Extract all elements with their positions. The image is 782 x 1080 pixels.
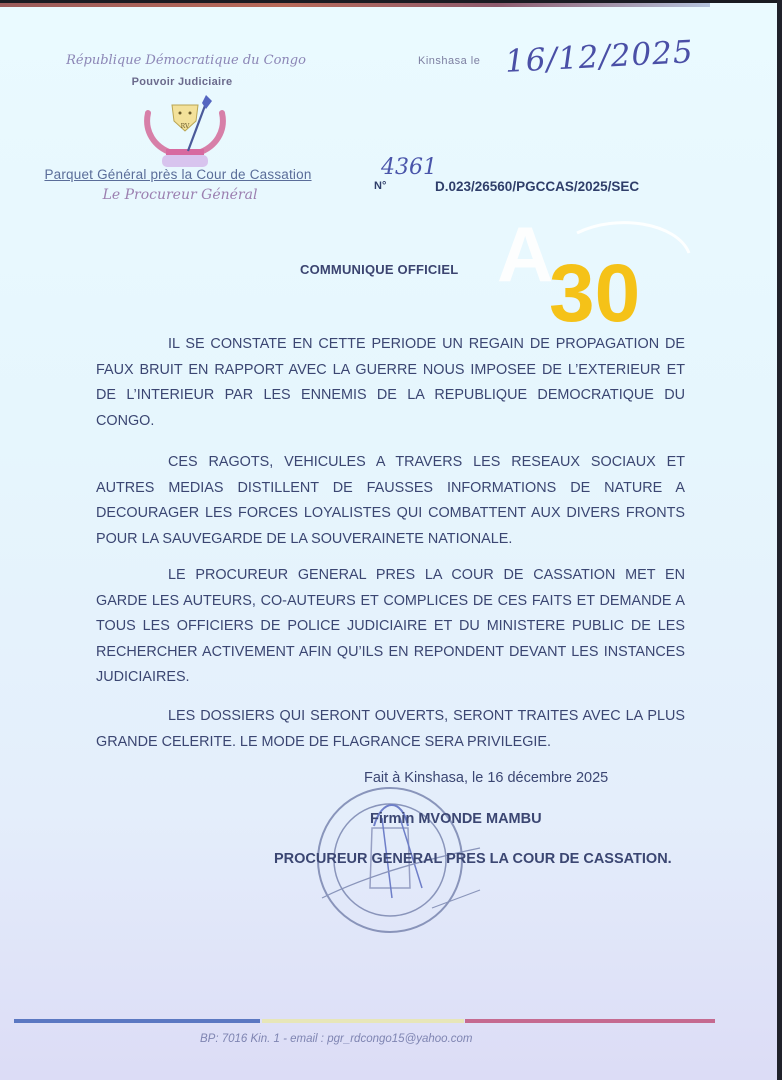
svg-text:RV: RV xyxy=(180,123,190,130)
photo-right-edge xyxy=(777,0,782,1080)
footer-flag-red xyxy=(465,1019,715,1023)
a30-number: 30 xyxy=(549,248,641,328)
photo-top-edge xyxy=(0,3,710,7)
letterhead-parquet: Parquet Général près la Cour de Cassation xyxy=(44,167,312,182)
document-title: COMMUNIQUE OFFICIEL xyxy=(300,262,459,277)
reference-code: D.023/26560/PGCCAS/2025/SEC xyxy=(435,179,640,194)
reference-n-label: N° xyxy=(374,180,387,192)
drc-coat-of-arms-icon xyxy=(140,91,230,169)
body-paragraph-4 xyxy=(96,704,685,755)
body-paragraph-3 xyxy=(96,563,685,691)
footer-contact: BP: 7016 Kin. 1 - email : pgr_rdcongo15@yahoo.com xyxy=(200,1033,473,1045)
place-date-label: Kinshasa le xyxy=(418,55,481,67)
signature-place-date: Fait à Kinshasa, le 16 décembre 2025 xyxy=(364,770,609,786)
signatory-title: PROCUREUR GENERAL PRES LA COUR DE CASSATION. xyxy=(274,851,672,867)
handwritten-date: 16/12/2025 xyxy=(504,34,695,80)
letterhead-procureur: Le Procureur Général xyxy=(102,187,258,203)
paragraph-text: IL SE CONSTATE EN CETTE PERIODE UN REGAIN DE PROPAGATION DE FAUX BRUIT EN RAPPORT AVEC LA GUERRE NOUS IMPOSEE DE L’EXTERIEUR ET DE L’INTERIEUR PAR LES ENNEMIS DE LA REPUBLIQUE DEMOCRATIQUE DU CONGO. xyxy=(96,336,685,429)
letterhead-republic: République Démocratique du Congo xyxy=(66,53,306,68)
paragraph-text: LES DOSSIERS QUI SERONT OUVERTS, SERONT TRAITES AVEC LA PLUS GRANDE CELERITE. LE MODE DE FLAGRANCE SERA PRIVILEGIE. xyxy=(96,708,685,750)
footer-flag-yellow xyxy=(262,1019,464,1023)
body-paragraph-2 xyxy=(96,450,685,552)
footer-flag-blue xyxy=(14,1019,260,1023)
body-paragraph-1 xyxy=(96,332,685,434)
signatory-name: Firmin MVONDE MAMBU xyxy=(370,811,542,827)
document-page xyxy=(0,3,778,1080)
letterhead-pouvoir-judiciaire: Pouvoir Judiciaire xyxy=(131,76,233,88)
paragraph-text: LE PROCUREUR GENERAL PRES LA COUR DE CASSATION MET EN GARDE LES AUTEURS, CO-AUTEURS ET COMPLICES DE CES FAITS ET DEMANDE A TOUS LES OFFICIERS DE POLICE JUDICIAIRE ET DU MINISTERE PUBLIC DE LES RECHERCHER ACTIVEMENT AFIN QU’ILS EN REPONDENT DEVANT LES INSTANCES JUDICIAIRES. xyxy=(96,567,685,685)
a30-watermark-logo xyxy=(497,213,697,328)
paragraph-text: CES RAGOTS, VEHICULES A TRAVERS LES RESEAUX SOCIAUX ET AUTRES MEDIAS DISTILLENT DE FAUSSES INFORMATIONS DE NATURE A DECOURAGER LES FORCES LOYALISTES QUI COMBATTENT AUX DIVERS FRONTS POUR LA SAUVEGARDE DE LA SOUVERAINETE NATIONALE. xyxy=(96,454,685,547)
handwritten-reference-number: 4361 xyxy=(381,155,437,180)
a30-letter: A xyxy=(497,213,554,298)
